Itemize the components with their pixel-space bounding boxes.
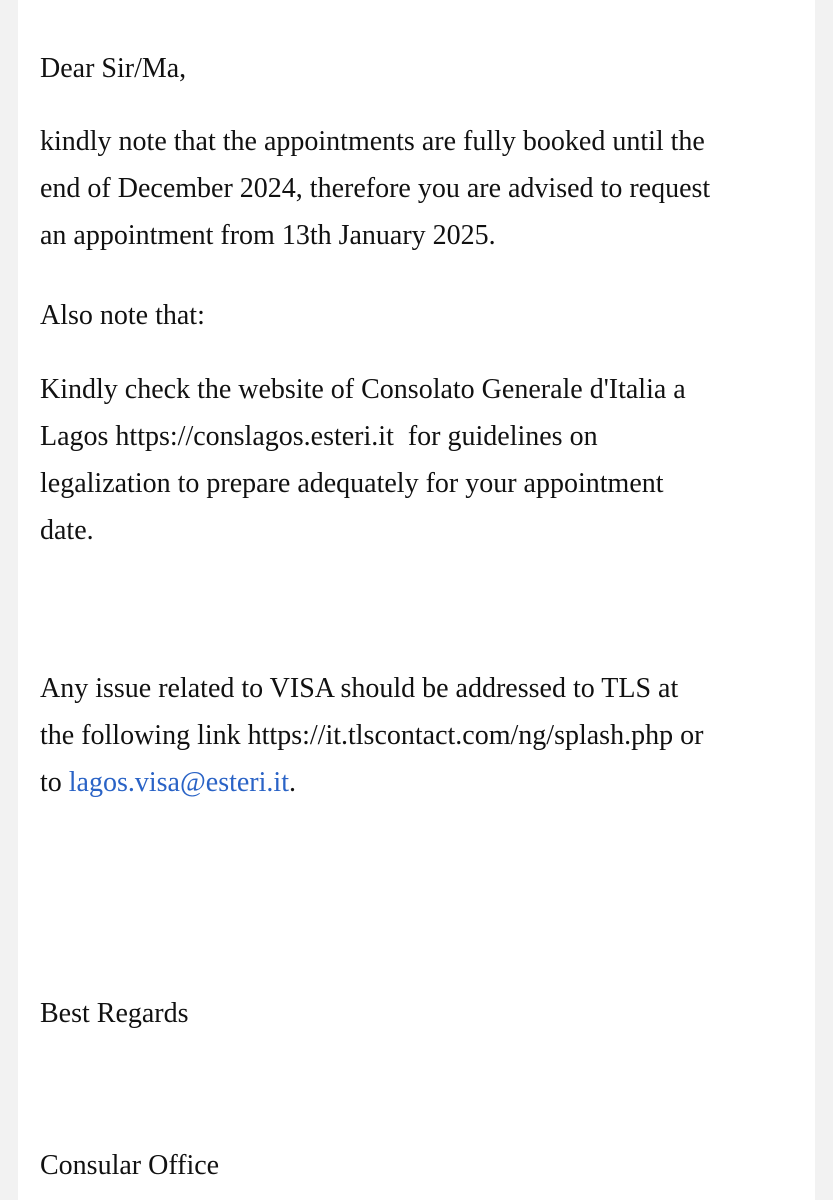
notice-paragraph (40, 118, 710, 259)
greeting: Dear Sir/Ma, (40, 53, 187, 84)
guidelines-line-4: date. (40, 515, 94, 546)
signature: Consular Office (40, 1150, 220, 1181)
visa-line-1: Any issue related to VISA should be addressed to TLS at (40, 673, 679, 704)
also-note-heading: Also note that: (40, 300, 205, 331)
visa-line-2: the following link https://it.tlscontact.com/ng/splash.php or (40, 720, 704, 751)
guidelines-line-1: Kindly check the website of Consolato Generale d'Italia a (40, 374, 686, 405)
email-body (18, 0, 815, 1200)
guidelines-line-3: legalization to prepare adequately for your appointment (40, 468, 664, 499)
guidelines-line-2: Lagos https://conslagos.esteri.it for guidelines on (40, 421, 598, 452)
visa-paragraph (40, 665, 703, 806)
visa-line-3-suffix: . (288, 767, 296, 798)
visa-line-3-prefix: to (40, 767, 69, 798)
notice-line-2: end of December 2024, therefore you are advised to request (40, 173, 711, 204)
visa-email-link[interactable]: lagos.visa@esteri.it (68, 767, 289, 798)
notice-line-1: kindly note that the appointments are fully booked until the (40, 126, 705, 157)
guidelines-paragraph (40, 366, 686, 554)
closing: Best Regards (40, 998, 189, 1029)
notice-line-3: an appointment from 13th January 2025. (40, 220, 496, 251)
